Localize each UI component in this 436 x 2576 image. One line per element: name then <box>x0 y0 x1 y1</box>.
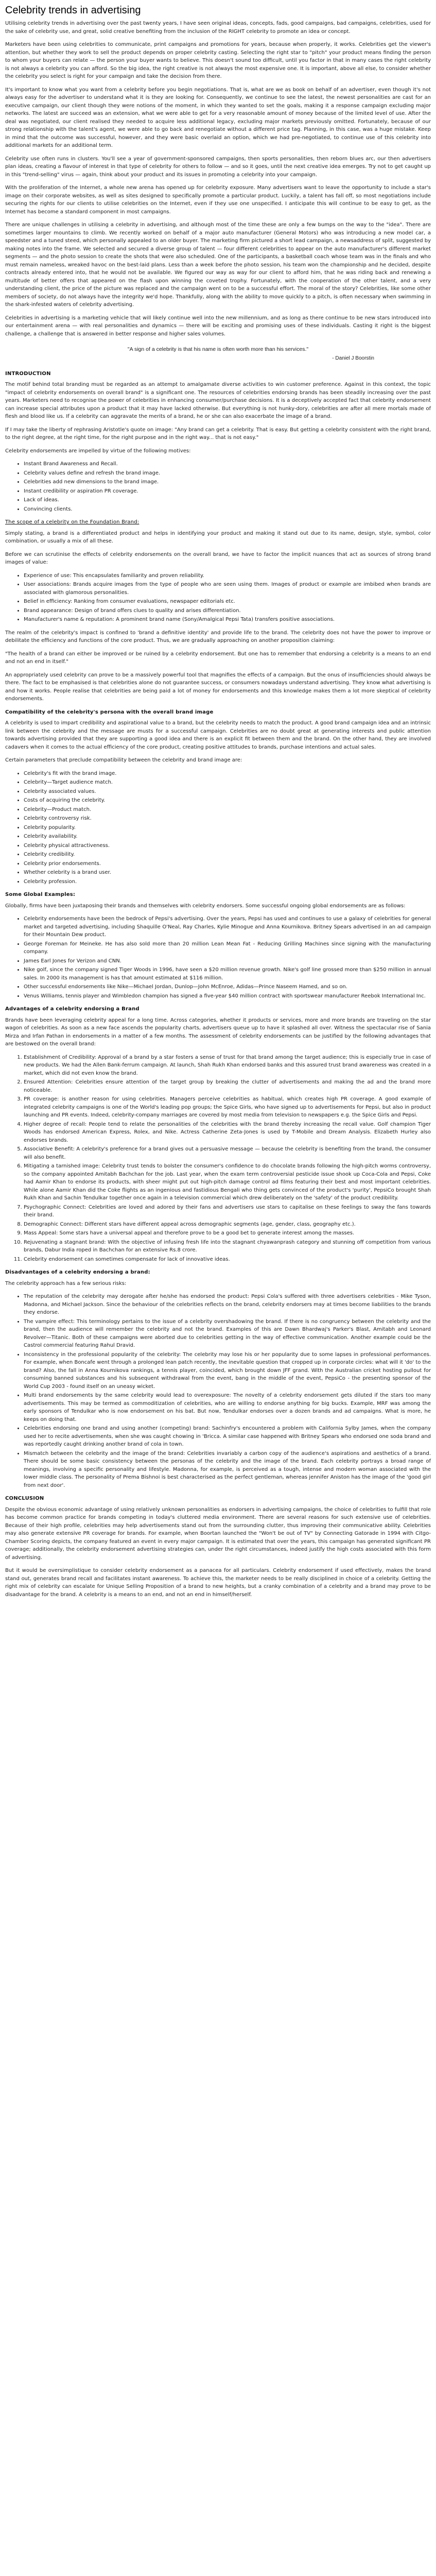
list-item: 4. Higher degree of recall: People tend to relate the personalities of the celebrities with the brand thereby increasing the recall value. Golf champion Tiger Woods has endorsed American Express, Rolex, and Nike. Actress Catherine Zeta-Jones is used by T-Mobile and Dream Analysis. Elizabeth Hurley also endorses brands. <box>24 1121 431 1145</box>
scope-section <box>5 518 431 703</box>
section-heading: CONCLUSION <box>5 1496 44 1502</box>
section-paragraph: Before we can scrutinise the effects of celebrity endorsements on the overall brand, we have to factor the implicit nuances that act as sources of strong brand images of value: <box>5 551 431 566</box>
list-item: 2. Ensured Attention: Celebrities ensure attention of the target group by breaking the clutter of advertisements and making the ad and the brand more noticeable. <box>24 1078 431 1094</box>
section-heading: The scope of a celebrity on the Foundation Brand: <box>5 519 139 526</box>
section-paragraph: Celebrity endorsements are impelled by virtue of the following motives: <box>5 448 191 454</box>
advantages-list <box>5 1054 431 1264</box>
conclusion-section <box>5 1495 431 1599</box>
section-heading: Compatibility of the celebrity's persona with the overall brand image <box>5 709 214 715</box>
advantages-section <box>5 1005 431 1263</box>
list-item: • Celebrities endorsing one brand and using another (competing) brand: Sachinfry's encountered a problem with California Sylby James, when the company used her to recite advertisements, when she was caught chowing in 'Bricca. A similar case happened with Britney Spears who endorsed one soda brand and was reportedly caught drinking another brand of cola in town. <box>24 1425 431 1449</box>
list-item: • Celebrity controversy risk. <box>24 815 431 823</box>
intro-paragraph: Celebrity use often runs in clusters. You'll see a year of government-sponsored campaigns, then sports personalities, then reborn blues arc, our then advertisers plan ideas, creating a flavour of interest in that type of celebrity for others to follow — and so it goes, until the next creative idea emerges. Try not to get caught up in this "trend-selling" virus — again, think about your product and its issues in promoting a celebrity into your campaign. <box>5 156 431 178</box>
intro-paragraph: There are unique challenges in utilising a celebrity in advertising, and although most of the time these are only a few bumps on the way to the "idea". There are sometimes larger mountains to climb. We recently worked on behalf of a major auto manufacturer (General Motors) who was introducing a new model car, a speedster and a tuned steed, which personally appealed to an older buyer. The marketing firm pictured a short lead campaign, a newsaddress of split, suggested by making notes into the frame. We selected and secured a diverse group of talent — four different celebrities to appear on the auto manufacturer's different market segments — and the photo session to create the shots that were also scheduled. One of the participants, a basketball coach whose team was in the finals and who must remain nameless, wreaked havoc on the best-laid plans. Less than a week before the photo session, his team won the championship and he decided, despite contracts already entered into, that he would not be available. We figured our way as way for our client to afford him, that he was riding back and renewing a multitude of better offers that appeared on the flash upon winning the coveted trophy. Fortunately, with the cooperation of the other talent, and a very understanding client, the price of the picture was replaced and the campaign went on to be a successful effort. The moral of the story? Celebrities, like some other members of society, do not always have the integrity we'd hope. Thankfully, along with the ability to move quickly to a pitch, is often necessary when swimming in the shark-infested waters of celebrity advertising. <box>5 222 431 308</box>
section-heading: INTRODUCTION <box>5 370 51 377</box>
list-item: 1. Establishment of Credibility: Approval of a brand by a star fosters a sense of trust for that brand among the target audience; this is especially true in case of new products. We had the Allen Bank-ferrum campaign. At launch, Shah Rukh Khan endorsed banks and this assured trust brand awareness was created in a market, which did not even know the brand. <box>24 1054 431 1078</box>
list-item: 7. Psychographic Connect: Celebrities are loved and adored by their fans and advertisers use stars to capitalise on these feelings to sway the fans towards their brand. <box>24 1204 431 1219</box>
intro-paragraph: Utilising celebrity trends in advertising over the past twenty years, I have seen original ideas, concepts, fads, good campaigns, bad campaigns, celebrities, used for the sake of celebrity use, and great, solid creative benefiting from the inclusion of the RIGHT celebrity to promote an idea or concept. <box>5 21 431 35</box>
list-item: • Instant credibility or aspiration PR coverage. <box>24 487 431 496</box>
list-item: 8. Demographic Connect: Different stars have different appeal across demographic segments (age, gender, class, geography etc.). <box>24 1221 431 1229</box>
list-item: • Celebrities add new dimensions to the brand image. <box>24 478 431 486</box>
list-item: • George Foreman for Meineke. He has also sold more than 20 million Lean Mean Fat - Reducing Grilling Machines since signing with the manufacturing company. <box>24 940 431 956</box>
list-item: • Celebrity—Product match. <box>24 806 431 814</box>
intro-paragraph: Celebrities in advertising is a marketing vehicle that will likely continue well into the new millennium, and as long as there continue to be new stars introduced into our entertainment arena — with real personalities and dynamics — there will be exciting and promising uses of these individuals. Casting it right is the biggest challenge, a challenge that is answered in better response and higher sales volumes. <box>5 315 431 337</box>
list-item: • Convincing clients. <box>24 505 431 514</box>
list-item: • Belief in efficiency: Ranking from consumer evaluations, newspaper editorials etc. <box>24 598 431 606</box>
list-item: • Celebrity's fit with the brand image. <box>24 770 431 778</box>
list-item: • Celebrity credibility. <box>24 851 431 859</box>
intro-paragraph: Marketers have been using celebrities to communicate, print campaigns and promotions for years, because when properly, it works. Celebrities get the viewer's attention, but whether they work to sell the product depends on proper celebrity casting. Selecting the right star to "pitch" your product means finding the person to whom your buyers can relate — the person your buyer wants to believe. This doesn't sound too difficult, until you factor in that in many cases the right celebrity is not always a celebrity you can afford. So the big idea, the right creative is not always the most expensive one. It is important, above all else, to consider whether the celebrity you select is right for your campaign and take the decision from there. <box>5 42 431 79</box>
disadvantages-list <box>5 1293 431 1489</box>
list-item: • Celebrity associated values. <box>24 788 431 796</box>
section-paragraph: A celebrity is used to impart credibility and aspirational value to a brand, but the celebrity needs to match the product. A good brand campaign idea and an intrinsic link between the celebrity and the message are musts for a successful campaign. Celebrities are no doubt great at generating interests and public attention towards advertising provided that they are supporting a good idea and there is an explicit fit between them and the brand. On the other hand, they are involved cadavers when it comes to the actual efficiency of the core product, creating positive attitudes to brands, purchase intentions and actual sales. <box>5 720 431 750</box>
list-item: • Celebrity values define and refresh the brand image. <box>24 469 431 478</box>
compatibility-section <box>5 708 431 886</box>
list-item: • The reputation of the celebrity may derogate after he/she has endorsed the product: Pepsi Cola's suffered with three advertisers celebrities - Mike Tyson, Madonna, and Michael Jackson. Since the behaviour of the celebrities reflects on the brand, celebrity endorsers may at times become liabilities to the brands they endorse. <box>24 1293 431 1317</box>
global-examples-section <box>5 891 431 1000</box>
intro-paragraph: It's important to know what you want from a celebrity before you begin negotiations. That is, what are we as book on behalf of an advertiser, even though it's not always easy for the advertiser to understand what it is they are looking for. Consequently, we continue to see the latest, the newest personalities are cast for an executive campaign, our client though they were notions of the moment, in which they wanted to set the goals, making it a response campaign excluding major networks. The latest are succeed was an extension, what we were able to get for a very reasonable amount of money because of the limited level of use. After the deal was negotiated, our client realised they needed to acquire less additional legacy, excluding major markets previously omitted. Fortunately, because of our strong relationship with the talent's agent, we were able to go back and renegotiate without a different price tag. Planning, in this case, was a huge mistake. Keep in mind that the outcome was successful, however, and they were basic overlaid an option, which we had pre-negotiated, to continue use of this celebrity into additional markets for an additional term. <box>5 87 431 148</box>
list-item: 11. Celebrity endorsement can sometimes compensate for lack of innovative ideas. <box>24 1256 431 1264</box>
list-item: • Multi brand endorsements by the same celebrity would lead to overexposure: The novelty of a celebrity endorsement gets diluted if the stars too many advertisements. This may be termed as commoditization of celebrities, who are willing to endorse anything for big bucks. Example, MRF was among the early sponsors of Tendulkar who is now endorsement on his bat. But now, Tendulkar endorses over a dozen brands and ad campaigns. What is more, he keeps on doing that. <box>24 1392 431 1423</box>
section-paragraph: Simply stating, a brand is a differentiated product and helps in identifying your product and making it stand out due to its name, design, style, symbol, color combination, or usually a mix of all these. <box>5 530 431 545</box>
intro-section <box>5 20 431 338</box>
section-paragraph: The realm of the celebrity's impact is confined to 'brand a definitive identity' and provide life to the brand. The celebrity does not have the power to improve or debilitate the efficiency and functions of the core product. Thus, we are gradually approaching on another proposition claiming: <box>5 630 431 644</box>
list-item: • Celebrity physical attractiveness. <box>24 842 431 850</box>
list-item: • Manufacturer's name & reputation: A prominent brand name (Sony/Amalgical Pepsi Tata) transfers positive associations. <box>24 616 431 624</box>
intro-paragraph: With the proliferation of the Internet, a whole new arena has opened up for celebrity exposure. Many advertisers want to leave the opportunity to include a star's image on their corporate websites, as well as sites designed to specifically promote a particular product. Luckily, a talent has fall off, so most negotiations include securing the rights for our clients to utilise celebrities on the Internet, even if they use one unspecified. I anticipate this will continue to be easy to get, as the Internet has become a standard component in most campaigns. <box>5 185 431 215</box>
section-heading: Disadvantages of a celebrity endorsing a brand: <box>5 1269 150 1276</box>
list-item: • Venus Williams, tennis player and Wimbledon champion has signed a five-year $40 million contract with sportswear manufacturer Reebok International Inc. <box>24 992 431 1001</box>
list-item: 5. Associative Benefit: A celebrity's preference for a brand gives out a persuasive message — because the celebrity is benefiting from the brand, the consumer will also benefit. <box>24 1145 431 1161</box>
section-paragraph: Certain parameters that preclude compatibility between the celebrity and brand image are: <box>5 757 242 764</box>
list-item: • Celebrity popularity. <box>24 824 431 832</box>
list-item: • Mismatch between the celebrity and the image of the brand: Celebrities invariably a carbon copy of the audience's aspirations and aesthetics of a brand. There should be some basic consistency between the personas of the celebrity and the image of the brand. Each celebrity portrays a broad range of meanings, involving a specific personality and lifestyle. Madonna, for example, is perceived as a tough, intense and modern woman associated with the lower middle class. The personality of Prema Bishnoi is best characterised as the perfect gentleman, whereas jennifer Aniston has the image of the 'good girl from next door'. <box>24 1450 431 1490</box>
section-paragraph: Despite the obvious economic advantage of using relatively unknown personalities as endorsers in advertising campaigns, the choice of celebrities to fulfill that role has become common practice for brands competing in today's cluttered media environment. There are several reasons for such extensive use of celebrities. Because of their high profile, celebrities may help advertisements stand out from the surrounding clutter, thus improving their communicative ability. Celebrities may also generate extensive PR coverage for brands. For example, when Boortan launched the "Won't be out of TV" by Connecting Gatorade in 1994 with Citgo-Chamber Scoring depicts, the company featured an event in every major campaign. It is estimated that over the years, this campaign has generated significant PR coverage; additionally, the celebrity endorsement advertising strategies can, under the right circumstances, indeed justify the high costs associated with this form of advertising. <box>5 1506 431 1561</box>
section-paragraph: Brands have been leveraging celebrity appeal for a long time. Across categories, whether it products or services, more and more brands are traveling on the star wagon of celebrities. As soon as a new face ascends the popularity charts, advertisers queue up to have it splashed all over. Witness the spectacular rise of Sania Mirza and Irfan Pathan in endorsements in a matter of a few months. The assessment of celebrity endorsements can be justified by the following advantages that are bestowed on the overall brand: <box>5 1017 431 1047</box>
list-item: • Other successful endorsements like Nike—Michael Jordan, Dunlop—John McEnroe, Adidas—Prince Naseem Hamed, and so on. <box>24 983 431 991</box>
list-item: • Celebrity—Target audience match. <box>24 778 431 787</box>
list-item: 3. PR coverage: is another reason for using celebrities. Managers perceive celebrities as habitual, which creates high PR coverage. A good example of integrated celebrity campaigns is one of the World's leading pop groups; the Spice Girls, who have signed up to advertisements for Pepsi, but also in product launching and PR events. Indeed, celebrity-company marriages are covered by most media from television to newspapers e.g. the Spice Girls and Pepsi. <box>24 1095 431 1120</box>
section-heading: Some Global Examples: <box>5 892 76 898</box>
list-item: • Inconsistency in the professional popularity of the celebrity: The celebrity may lose his or her popularity due to some lapses in professional performances. For example, when Boncafe went through a prolonged lean patch recently, the inevitable question that cropped up in corporate circles: what will it 'do' to the brand? Also, the fall in Anna Kournikova rankings, a tennis player, coincided, which brought down JFF grand. With the Australian cricket hosting pullout for consuming banned substances and his subsequent withdrawal from the event, bang in the middle of the event, PepsiCo - the presenting sponsor of the World Cup 2003 - found itself on an uneasy wicket. <box>24 1351 431 1391</box>
parameters-list <box>5 770 431 886</box>
section-paragraph: But it would be oversimplistique to consider celebrity endorsement as a panacea for all particulars. Celebrity endorsement if used effectively, makes the brand stand out, generates brand recall and facilitates instant awareness. To achieve this, the marketer needs to be really disciplined in choice of a celebrity. Getting the right mix of celebrity can escalate for Unique Selling Proposition of a brand to new heights, but a cranky combination of a celebrity and a brand may prove to be disadvantage for the brand. A celebrity is a means to an end, and not an end in himself/herself. <box>5 1568 431 1598</box>
motives-list <box>5 460 431 513</box>
list-item: • Celebrity prior endorsements. <box>24 860 431 868</box>
page-title: Celebrity trends in advertising <box>5 5 141 16</box>
list-item: • Experience of use: This encapsulates familiarity and proven reliability. <box>24 572 431 580</box>
introduction-section <box>5 370 431 514</box>
section-paragraph: An appropriately used celebrity can prove to be a massively powerful tool that magnifies the effects of a campaign. But the onus of insufficiencies should always be there. The fact to be emphasised is that celebrities alone do not guarantee success, or consumers nowadays understand advertising. They know what advertising is and how it works. People realise that celebrities are being paid a lot of money for endorsements and this knowledge makes them a lot more skeptical of celebrity endorsements. <box>5 672 431 702</box>
list-item: 10. Rejuvenating a stagnant brand: With the objective of infusing fresh life into the stagnant chyawanprash category and stunning off competition from various brands, Dabur India roped in Bachchan for an extensive Rs.8 crore. <box>24 1239 431 1255</box>
list-item: • Whether celebrity is a brand user. <box>24 869 431 877</box>
list-item: • User associations: Brands acquire images from the type of people who are seen using them. Images of product or example are imbibed when brands are associated with glamorous personalities. <box>24 581 431 597</box>
section-heading: Advantages of a celebrity endorsing a Brand <box>5 1006 139 1012</box>
list-item: 9. Mass Appeal: Some stars have a universal appeal and therefore prove to be a good bet to generate interest among the masses. <box>24 1229 431 1238</box>
list-item: 6. Mitigating a tarnished image: Celebrity trust tends to bolster the consumer's confidence to do chocolate brands following the high-pitch worms controversy, so the company appointed Amitabh Bachchan for the job. Last year, when the exam term controversial pesticide issue shook up Coca-Cola and Pepsi, Coke had Aamir Khan to endorse its products, with sheer might put out high-pitch damage control ad films featuring their best and most important celebrities. While alone Aamir Khan did the Coke flights as an ingenious and fastidious Bengali who thing gets convinced of the product's 'purity', PepsiCo brought Shah Rukh Khan and Sachin Tendulkar together once again in a television commercial which drew deliberately on the 'safety' of the product credibility. <box>24 1162 431 1202</box>
list-item: • Lack of ideas. <box>24 496 431 504</box>
list-item: • Celebrity endorsements have been the bedrock of Pepsi's advertising. Over the years, Pepsi has used and continues to use a galaxy of celebrities for general market and targeted advertising, including Shaquille O'Neal, Ray Charles, Kylie Minogue and Anna Kournikova. Britney Spears advertised in an ad campaign for their Mountain Dew product. <box>24 915 431 939</box>
list-item: • Celebrity profession. <box>24 878 431 886</box>
list-item: • Costs of acquiring the celebrity. <box>24 796 431 805</box>
list-item: • The vampire effect: This terminology pertains to the issue of a celebrity overshadowing the brand. If there is no congruency between the celebrity and the brand, then the audience will remember the celebrity and not the brand. Examples of this are Dawn Bhardwaj's Parker's Blast, Amitabh and Leonard Revolver—Titanic. Both of these campaigns were aborted due to celebrities getting in the way of effective communication. Another example could be the Castrol commercial featuring Rahul Dravid. <box>24 1318 431 1350</box>
quote-author: - Daniel J Boorstin <box>332 355 374 362</box>
section-paragraph: The celebrity approach has a few serious risks: <box>5 1280 127 1286</box>
sources-list <box>5 572 431 624</box>
list-item: • Celebrity availability. <box>24 833 431 841</box>
list-item: • Instant Brand Awareness and Recall. <box>24 460 431 468</box>
list-item: • Brand appearance: Design of brand offers clues to quality and arises differentiation. <box>24 607 431 615</box>
list-item: • Nike golf, since the company signed Tiger Woods in 1996, have seen a $20 million revenue growth. Nike's golf line grossed more than $250 million in annual sales. In 2000 its management is has that amount estimated at $116 million. <box>24 966 431 982</box>
examples-list <box>5 915 431 1000</box>
list-item: • James Earl Jones for Verizon and CNN. <box>24 957 431 965</box>
section-paragraph: "The health of a brand can either be improved or be ruined by a celebrity endorsement. But one has to remember that endorsing a celebrity is a means to an end and not an end in itself." <box>5 651 431 665</box>
disadvantages-section <box>5 1268 431 1489</box>
pull-quote: "A sign of a celebrity is that his name is often worth more than his services." <box>127 346 309 352</box>
section-paragraph: The motif behind total branding must be regarded as an attempt to amalgamate diverse activities to win customer preference. Against in this context, the topic "impact of celebrity endorsements on overall brand" is a significant one. The resources of celebrities endorsing brands has been steadily increasing over the past years. Marketers need to recognise the power of celebrities in enhancing consumer/purchase decisions. It is a deceptively accepted fact that celebrity endorsement can increase special attributes upon a product that it may have lacked otherwise. But everything is not hunky-dory, celebrities are after all mere mortals made of flesh and blood like us. If a celebrity can aggravate the merits of a brand, he or she can also exacerbate the image of a brand. <box>5 382 431 420</box>
section-paragraph: If I may take the liberty of rephrasing Aristotle's quote on image: "Any brand can get a celebrity. That is easy. But getting a celebrity consistent with the right brand, to the right degree, at the right time, for the right purpose and in the right way... that is not easy." <box>5 427 431 441</box>
section-paragraph: Globally, firms have been juxtaposing their brands and themselves with celebrity endorsers. Some successful ongoing global endorsements are as follows: <box>5 903 406 909</box>
